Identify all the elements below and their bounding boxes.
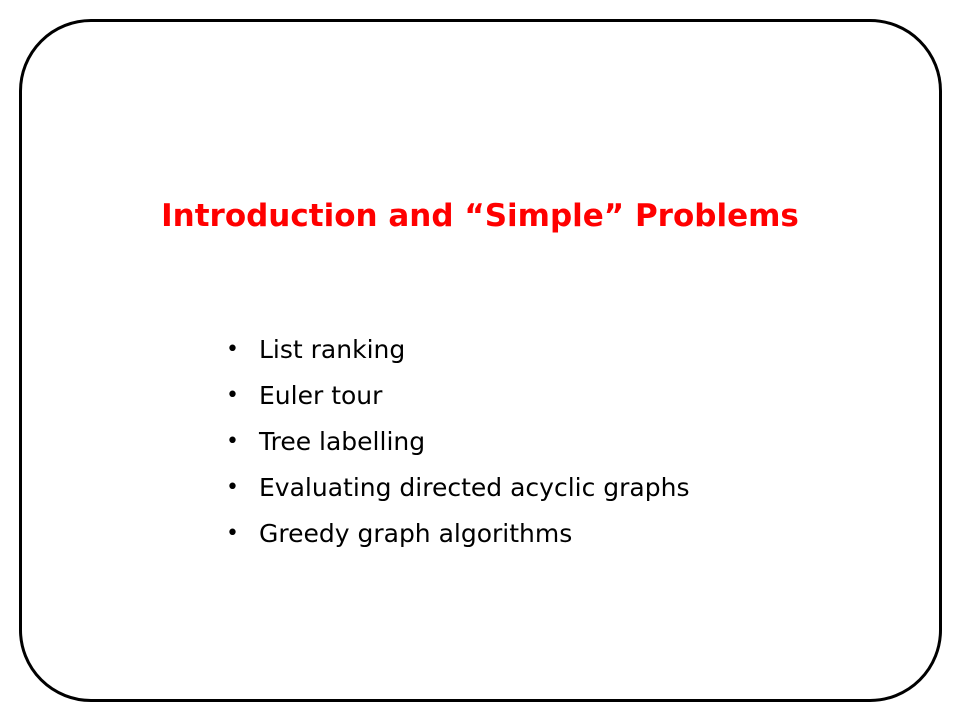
bullet-text: Greedy graph algorithms bbox=[259, 518, 573, 548]
bullet-text: Euler tour bbox=[259, 380, 383, 410]
bullet-text: Evaluating directed acyclic graphs bbox=[259, 472, 690, 502]
bullet-icon: • bbox=[226, 520, 239, 546]
bullet-item bbox=[226, 326, 690, 372]
bullet-text: List ranking bbox=[259, 334, 406, 364]
bullet-item bbox=[226, 418, 690, 464]
bullet-icon: • bbox=[226, 336, 239, 362]
bullet-list bbox=[226, 326, 690, 556]
slide-title: Introduction and “Simple” Problems bbox=[161, 198, 799, 234]
bullet-icon: • bbox=[226, 428, 239, 454]
bullet-text: Tree labelling bbox=[259, 426, 426, 456]
bullet-icon: • bbox=[226, 474, 239, 500]
bullet-item bbox=[226, 510, 690, 556]
bullet-item bbox=[226, 464, 690, 510]
bullet-item bbox=[226, 372, 690, 418]
bullet-icon: • bbox=[226, 382, 239, 408]
